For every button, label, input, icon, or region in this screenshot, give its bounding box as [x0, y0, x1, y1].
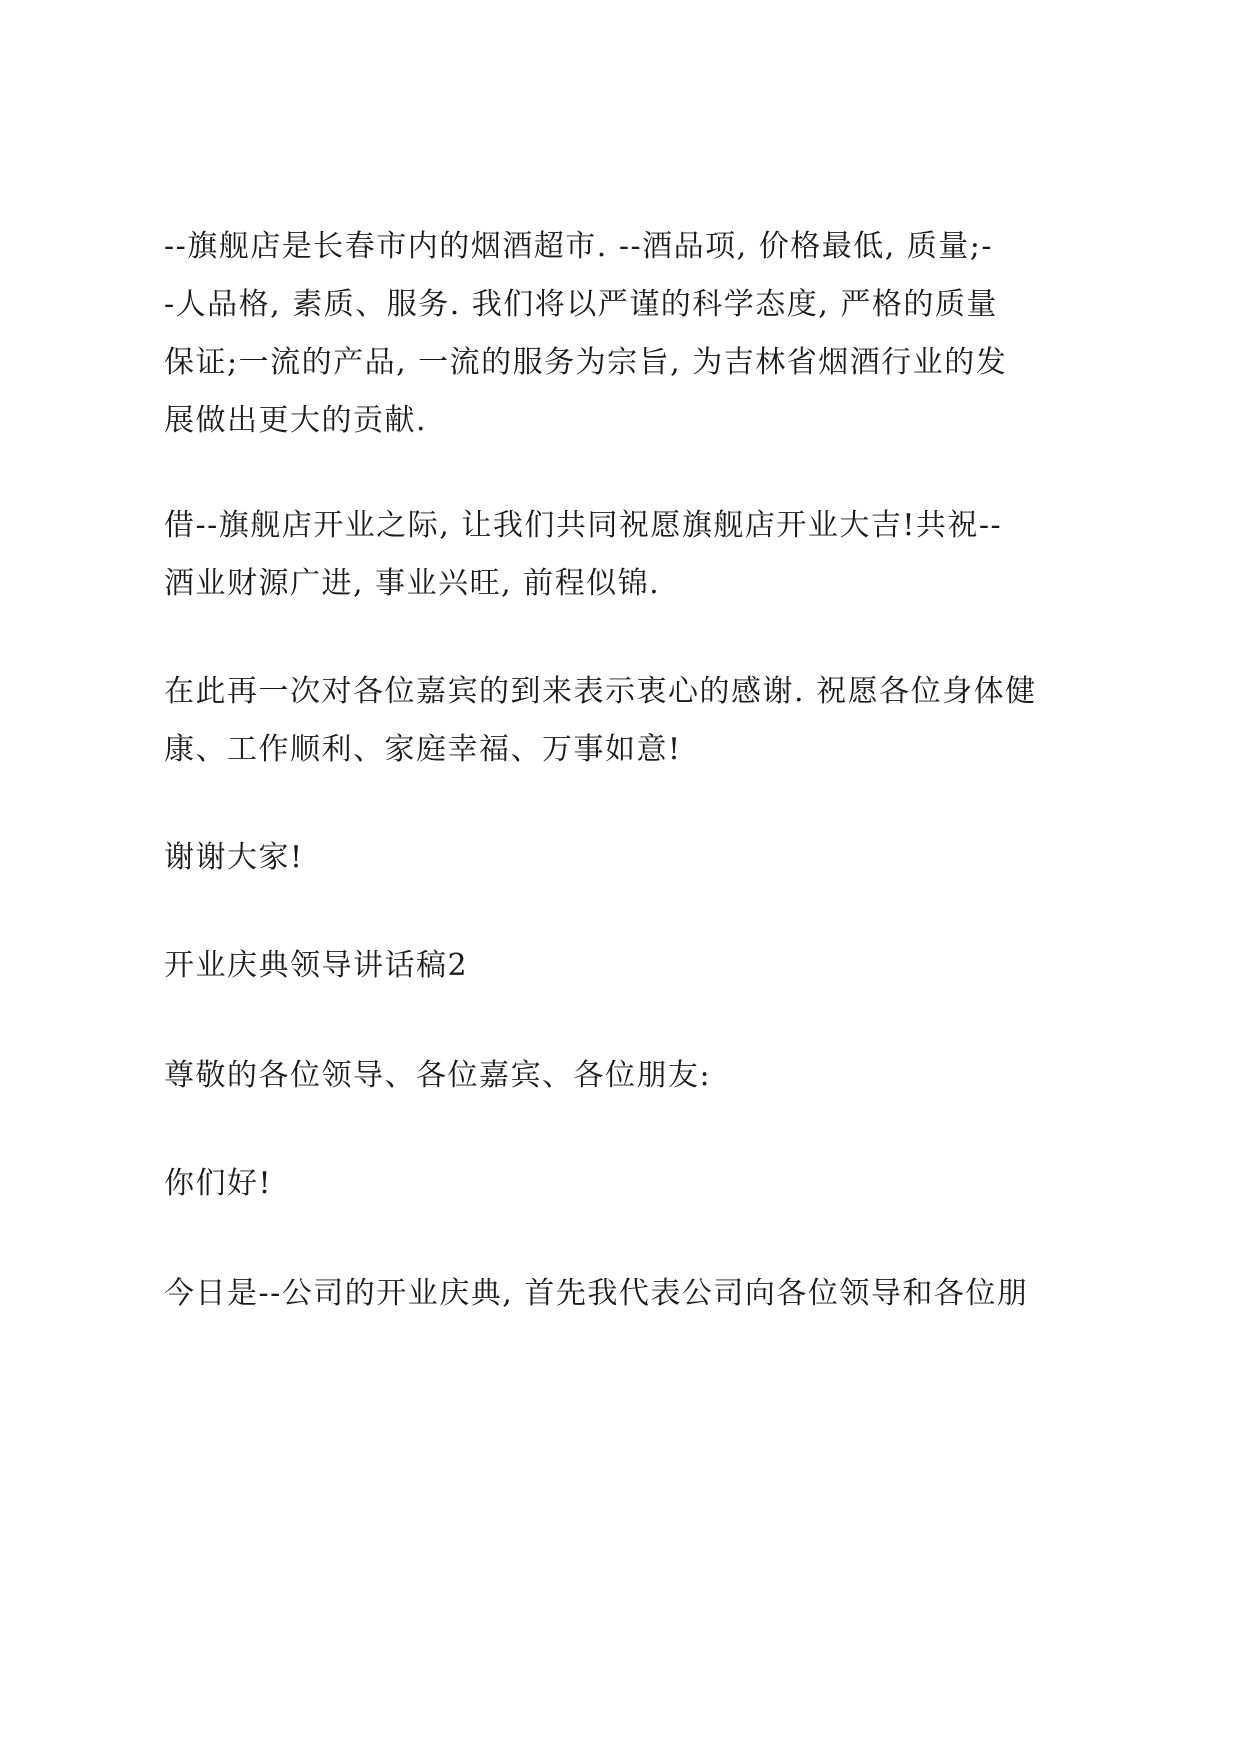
- section-heading: [164, 937, 1104, 995]
- text-line: 尊敬的各位领导、各位嘉宾、各位朋友:: [164, 1058, 712, 1093]
- paragraph-thanks-guests: [164, 663, 1104, 779]
- text-line: 保证;一流的产品, 一流的服务为宗旨, 为吉林省烟酒行业的发: [164, 345, 1008, 380]
- text-line: --旗舰店是长春市内的烟酒超市. --酒品项, 价格最低, 质量;-: [164, 229, 994, 264]
- paragraph-opening-wishes: [164, 497, 1104, 613]
- text-line: 展做出更大的贡献.: [164, 403, 428, 438]
- text-line: 酒业财源广进, 事业兴旺, 前程似锦.: [164, 566, 661, 601]
- paragraph-store-introduction: [164, 218, 1104, 450]
- paragraph-opening-speech: [164, 1265, 1104, 1323]
- text-line: 借--旗舰店开业之际, 让我们共同祝愿旗舰店开业大吉!共祝--: [164, 508, 1003, 543]
- text-line: -人品格, 素质、服务. 我们将以严谨的科学态度, 严格的质量: [164, 287, 998, 322]
- text-line: 今日是--公司的开业庆典, 首先我代表公司向各位领导和各位朋: [164, 1276, 1029, 1311]
- paragraph-salutation: [164, 1047, 1104, 1105]
- text-line: 在此再一次对各位嘉宾的到来表示衷心的感谢. 祝愿各位身体健: [164, 674, 1037, 709]
- text-line: 康、工作顺利、家庭幸福、万事如意!: [164, 732, 682, 767]
- text-line: 你们好!: [164, 1166, 273, 1201]
- text-line: 开业庆典领导讲话稿2: [164, 948, 469, 983]
- text-line: 谢谢大家!: [164, 840, 304, 875]
- paragraph-greeting: [164, 1155, 1104, 1213]
- paragraph-thank-you: [164, 829, 1104, 887]
